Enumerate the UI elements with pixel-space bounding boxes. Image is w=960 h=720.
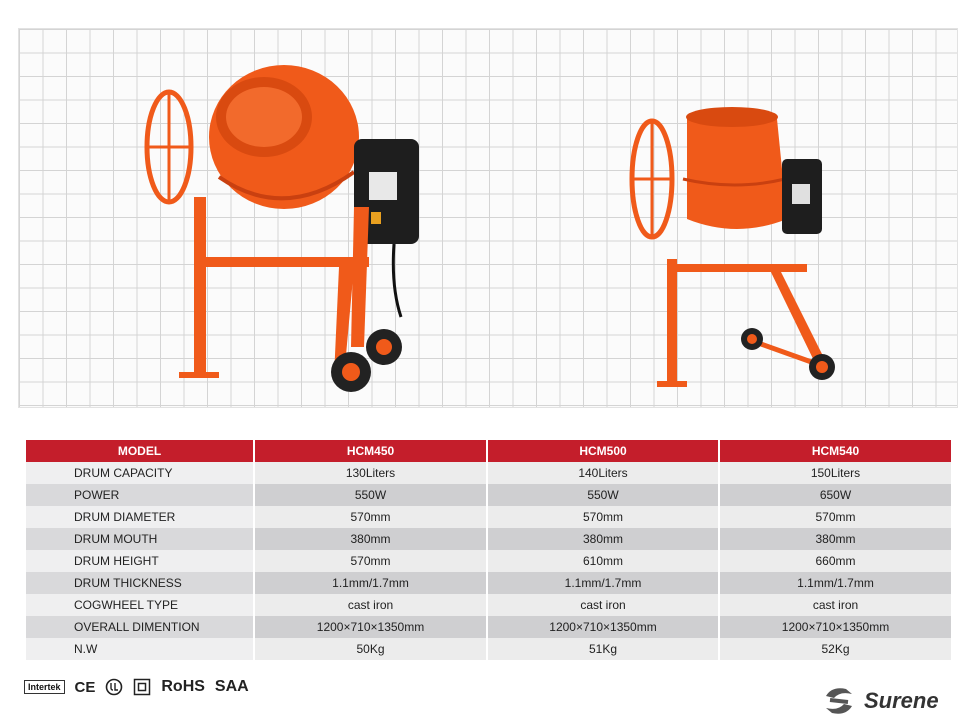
- cell: 550W: [487, 484, 719, 506]
- cell: 130Liters: [254, 462, 487, 484]
- row-label: DRUM THICKNESS: [26, 572, 254, 594]
- cell: 1200×710×1350mm: [254, 616, 487, 638]
- surene-logo-icon: [822, 686, 856, 716]
- cell: 660mm: [719, 550, 952, 572]
- cell: 570mm: [254, 506, 487, 528]
- table-row: [26, 638, 952, 660]
- table-row: [26, 528, 952, 550]
- table-row: [26, 572, 952, 594]
- table-row: [26, 462, 952, 484]
- row-label: DRUM HEIGHT: [26, 550, 254, 572]
- cell: 380mm: [487, 528, 719, 550]
- cell: 50Kg: [254, 638, 487, 660]
- table-row: [26, 616, 952, 638]
- cell: 1200×710×1350mm: [487, 616, 719, 638]
- header-hcm500: HCM500: [487, 440, 719, 462]
- row-label: DRUM MOUTH: [26, 528, 254, 550]
- table-row: [26, 506, 952, 528]
- cell: cast iron: [487, 594, 719, 616]
- cell: cast iron: [719, 594, 952, 616]
- table-row: [26, 550, 952, 572]
- header-hcm540: HCM540: [719, 440, 952, 462]
- row-label: OVERALL DIMENTION: [26, 616, 254, 638]
- intertek-logo: Intertek: [24, 680, 65, 694]
- cell: 380mm: [254, 528, 487, 550]
- rohs-mark: RoHS: [161, 678, 205, 695]
- cell: 570mm: [719, 506, 952, 528]
- ce-mark: CE: [74, 678, 96, 696]
- row-label: DRUM DIAMETER: [26, 506, 254, 528]
- brand-name: Surene: [864, 688, 939, 713]
- cell: 650W: [719, 484, 952, 506]
- table-row: [26, 594, 952, 616]
- brand-logo: [822, 686, 939, 716]
- cell: 1.1mm/1.7mm: [719, 572, 952, 594]
- double-insulation-icon: [133, 678, 151, 696]
- cell: 550W: [254, 484, 487, 506]
- product-photo-panel: [18, 28, 958, 408]
- row-label: POWER: [26, 484, 254, 506]
- spec-table-header: [26, 440, 952, 462]
- cell: 380mm: [719, 528, 952, 550]
- header-model: MODEL: [26, 440, 254, 462]
- row-label: N.W: [26, 638, 254, 660]
- cell: 1.1mm/1.7mm: [254, 572, 487, 594]
- row-label: COGWHEEL TYPE: [26, 594, 254, 616]
- certification-logos: [24, 676, 249, 698]
- cell: 51Kg: [487, 638, 719, 660]
- cell: 610mm: [487, 550, 719, 572]
- concrete-mixer-small-image: [617, 99, 837, 389]
- cell: 140Liters: [487, 462, 719, 484]
- row-label: DRUM CAPACITY: [26, 462, 254, 484]
- table-row: [26, 484, 952, 506]
- cell: 570mm: [487, 506, 719, 528]
- spec-table: [26, 440, 953, 660]
- cell: 1200×710×1350mm: [719, 616, 952, 638]
- cell: 52Kg: [719, 638, 952, 660]
- header-hcm450: HCM450: [254, 440, 487, 462]
- ul-mark-icon: [105, 678, 123, 696]
- cell: cast iron: [254, 594, 487, 616]
- cell: 570mm: [254, 550, 487, 572]
- saa-mark: SAA: [214, 678, 249, 695]
- cell: 1.1mm/1.7mm: [487, 572, 719, 594]
- cell: 150Liters: [719, 462, 952, 484]
- concrete-mixer-large-image: [139, 47, 459, 397]
